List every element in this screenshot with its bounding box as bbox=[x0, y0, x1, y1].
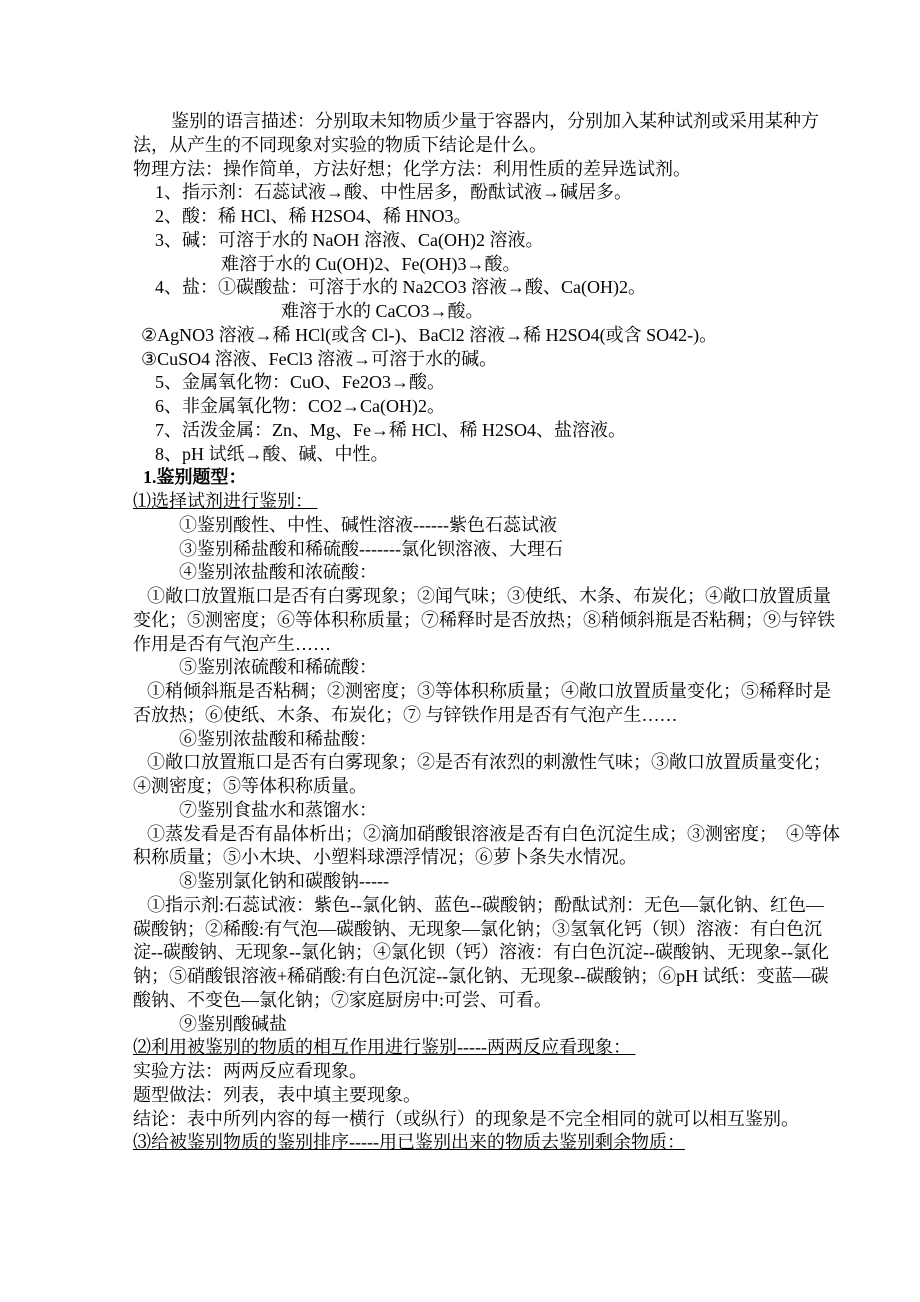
paragraph: 7、活泼金属：Zn、Mg、Fe→稀 HCl、稀 H2SO4、盐溶液。 bbox=[155, 419, 627, 440]
paragraph: 4、盐：①碳酸盐：可溶于水的 Na2CO3 溶液→酸、Ca(OH)2。 bbox=[155, 277, 646, 298]
paragraph: 难溶于水的 CaCO3→酸。 bbox=[281, 301, 484, 321]
paragraph: 3、碱：可溶于水的 NaOH 溶液、Ca(OH)2 溶液。 bbox=[155, 229, 544, 250]
paragraph: 难溶于水的 Cu(OH)2、Fe(OH)3→酸。 bbox=[221, 253, 521, 274]
paragraph: ⑵利用被鉴别的物质的相互作用进行鉴别-----两两反应看现象： bbox=[133, 1037, 636, 1058]
paragraph: 6、非金属氧化物：CO2→Ca(OH)2。 bbox=[155, 396, 445, 416]
paragraph: 题型做法：列表，表中填主要现象。 bbox=[133, 1084, 421, 1105]
paragraph: ⑨鉴别酸碱盐 bbox=[179, 1013, 287, 1034]
paragraph: 1.鉴别题型： bbox=[143, 467, 247, 488]
paragraph: ③鉴别稀盐酸和稀硫酸-------氯化钡溶液、大理石 bbox=[179, 538, 563, 559]
paragraph: ⑴选择试剂进行鉴别： bbox=[133, 491, 318, 511]
paragraph: 实验方法：两两反应看现象。 bbox=[133, 1061, 367, 1081]
paragraph: ⑥鉴别浓盐酸和稀盐酸： bbox=[179, 728, 377, 749]
paragraph: ①稍倾斜瓶是否粘稠；②测密度；③等体积称质量；④敞口放置质量变化；⑤稀释时是否放热；⑥使纸、木条、布炭化；⑦ 与锌铁作用是否有气泡产生…… bbox=[133, 681, 831, 725]
paragraph: ①蒸发看是否有晶体析出；②滴加硝酸银溶液是否有白色沉淀生成；③测密度； ④等体积称质量；⑤小木块、小塑料球漂浮情况；⑥萝卜条失水情况。 bbox=[133, 823, 840, 868]
document-content bbox=[133, 110, 840, 1155]
paragraph: 物理方法：操作简单，方法好想；化学方法：利用性质的差异选试剂。 bbox=[133, 158, 691, 179]
paragraph: 8、pH 试纸→酸、碱、中性。 bbox=[155, 443, 389, 464]
paragraph: ①鉴别酸性、中性、碱性溶液------紫色石蕊试液 bbox=[179, 514, 557, 535]
paragraph: ⑦鉴别食盐水和蒸馏水： bbox=[179, 799, 377, 820]
paragraph: 鉴别的语言描述：分别取未知物质少量于容器内，分别加入某种试剂或采用某种方法，从产生的不同现象对实验的物质下结论是什么。 bbox=[133, 111, 819, 155]
paragraph: ⑶给被鉴别物质的鉴别排序-----用已鉴别出来的物质去鉴别剩余物质： bbox=[133, 1132, 685, 1153]
paragraph: ④鉴别浓盐酸和浓硫酸： bbox=[179, 562, 377, 583]
paragraph: 2、酸：稀 HCl、稀 H2SO4、稀 HNO3。 bbox=[155, 206, 472, 226]
paragraph: ①指示剂:石蕊试液：紫色--氯化钠、蓝色--碳酸钠；酚酞试剂：无色—氯化钠、红色—碳酸钠；②稀酸:有气泡—碳酸钠、无现象—氯化钠；③氢氧化钙（钡）溶液：有白色沉淀--碳酸钠、无现象--氯化钠；④氯化钡（钙）溶液：有白色沉淀--碳酸钠、无现象--氯化钠；⑤硝酸银溶液+稀硝酸:有白色沉淀--氯化钠、无现象--碳酸钠；⑥pH 试纸：变蓝—碳酸钠、不变色—氯化钠；⑦家庭厨房中:可尝、可看。 bbox=[133, 894, 829, 1010]
paragraph: ①敞口放置瓶口是否有白雾现象；②闻气味；③使纸、木条、布炭化；④敞口放置质量变化；⑤测密度；⑥等体积称质量；⑦稀释时是否放热；⑧稍倾斜瓶是否粘稠；⑨与锌铁作用是否有气泡产生…… bbox=[133, 586, 835, 654]
paragraph: ⑤鉴别浓硫酸和稀硫酸： bbox=[179, 657, 377, 678]
paragraph: ②AgNO3 溶液→稀 HCl(或含 Cl-)、BaCl2 溶液→稀 H2SO4(或含 SO42-)。 bbox=[141, 324, 718, 345]
paragraph: 5、金属氧化物：CuO、Fe2O3→酸。 bbox=[155, 372, 446, 393]
paragraph: ①敞口放置瓶口是否有白雾现象；②是否有浓烈的刺激性气味；③敞口放置质量变化； ④测密度；⑤等体积称质量。 bbox=[133, 752, 840, 796]
paragraph: ⑧鉴别氯化钠和碳酸钠----- bbox=[179, 871, 389, 891]
paragraph: 结论：表中所列内容的每一横行（或纵行）的现象是不完全相同的就可以相互鉴别。 bbox=[133, 1108, 799, 1129]
paragraph: 1、指示剂：石蕊试液→酸、中性居多，酚酞试液→碱居多。 bbox=[155, 182, 632, 203]
paragraph: ③CuSO4 溶液、FeCl3 溶液→可溶于水的碱。 bbox=[141, 348, 498, 369]
